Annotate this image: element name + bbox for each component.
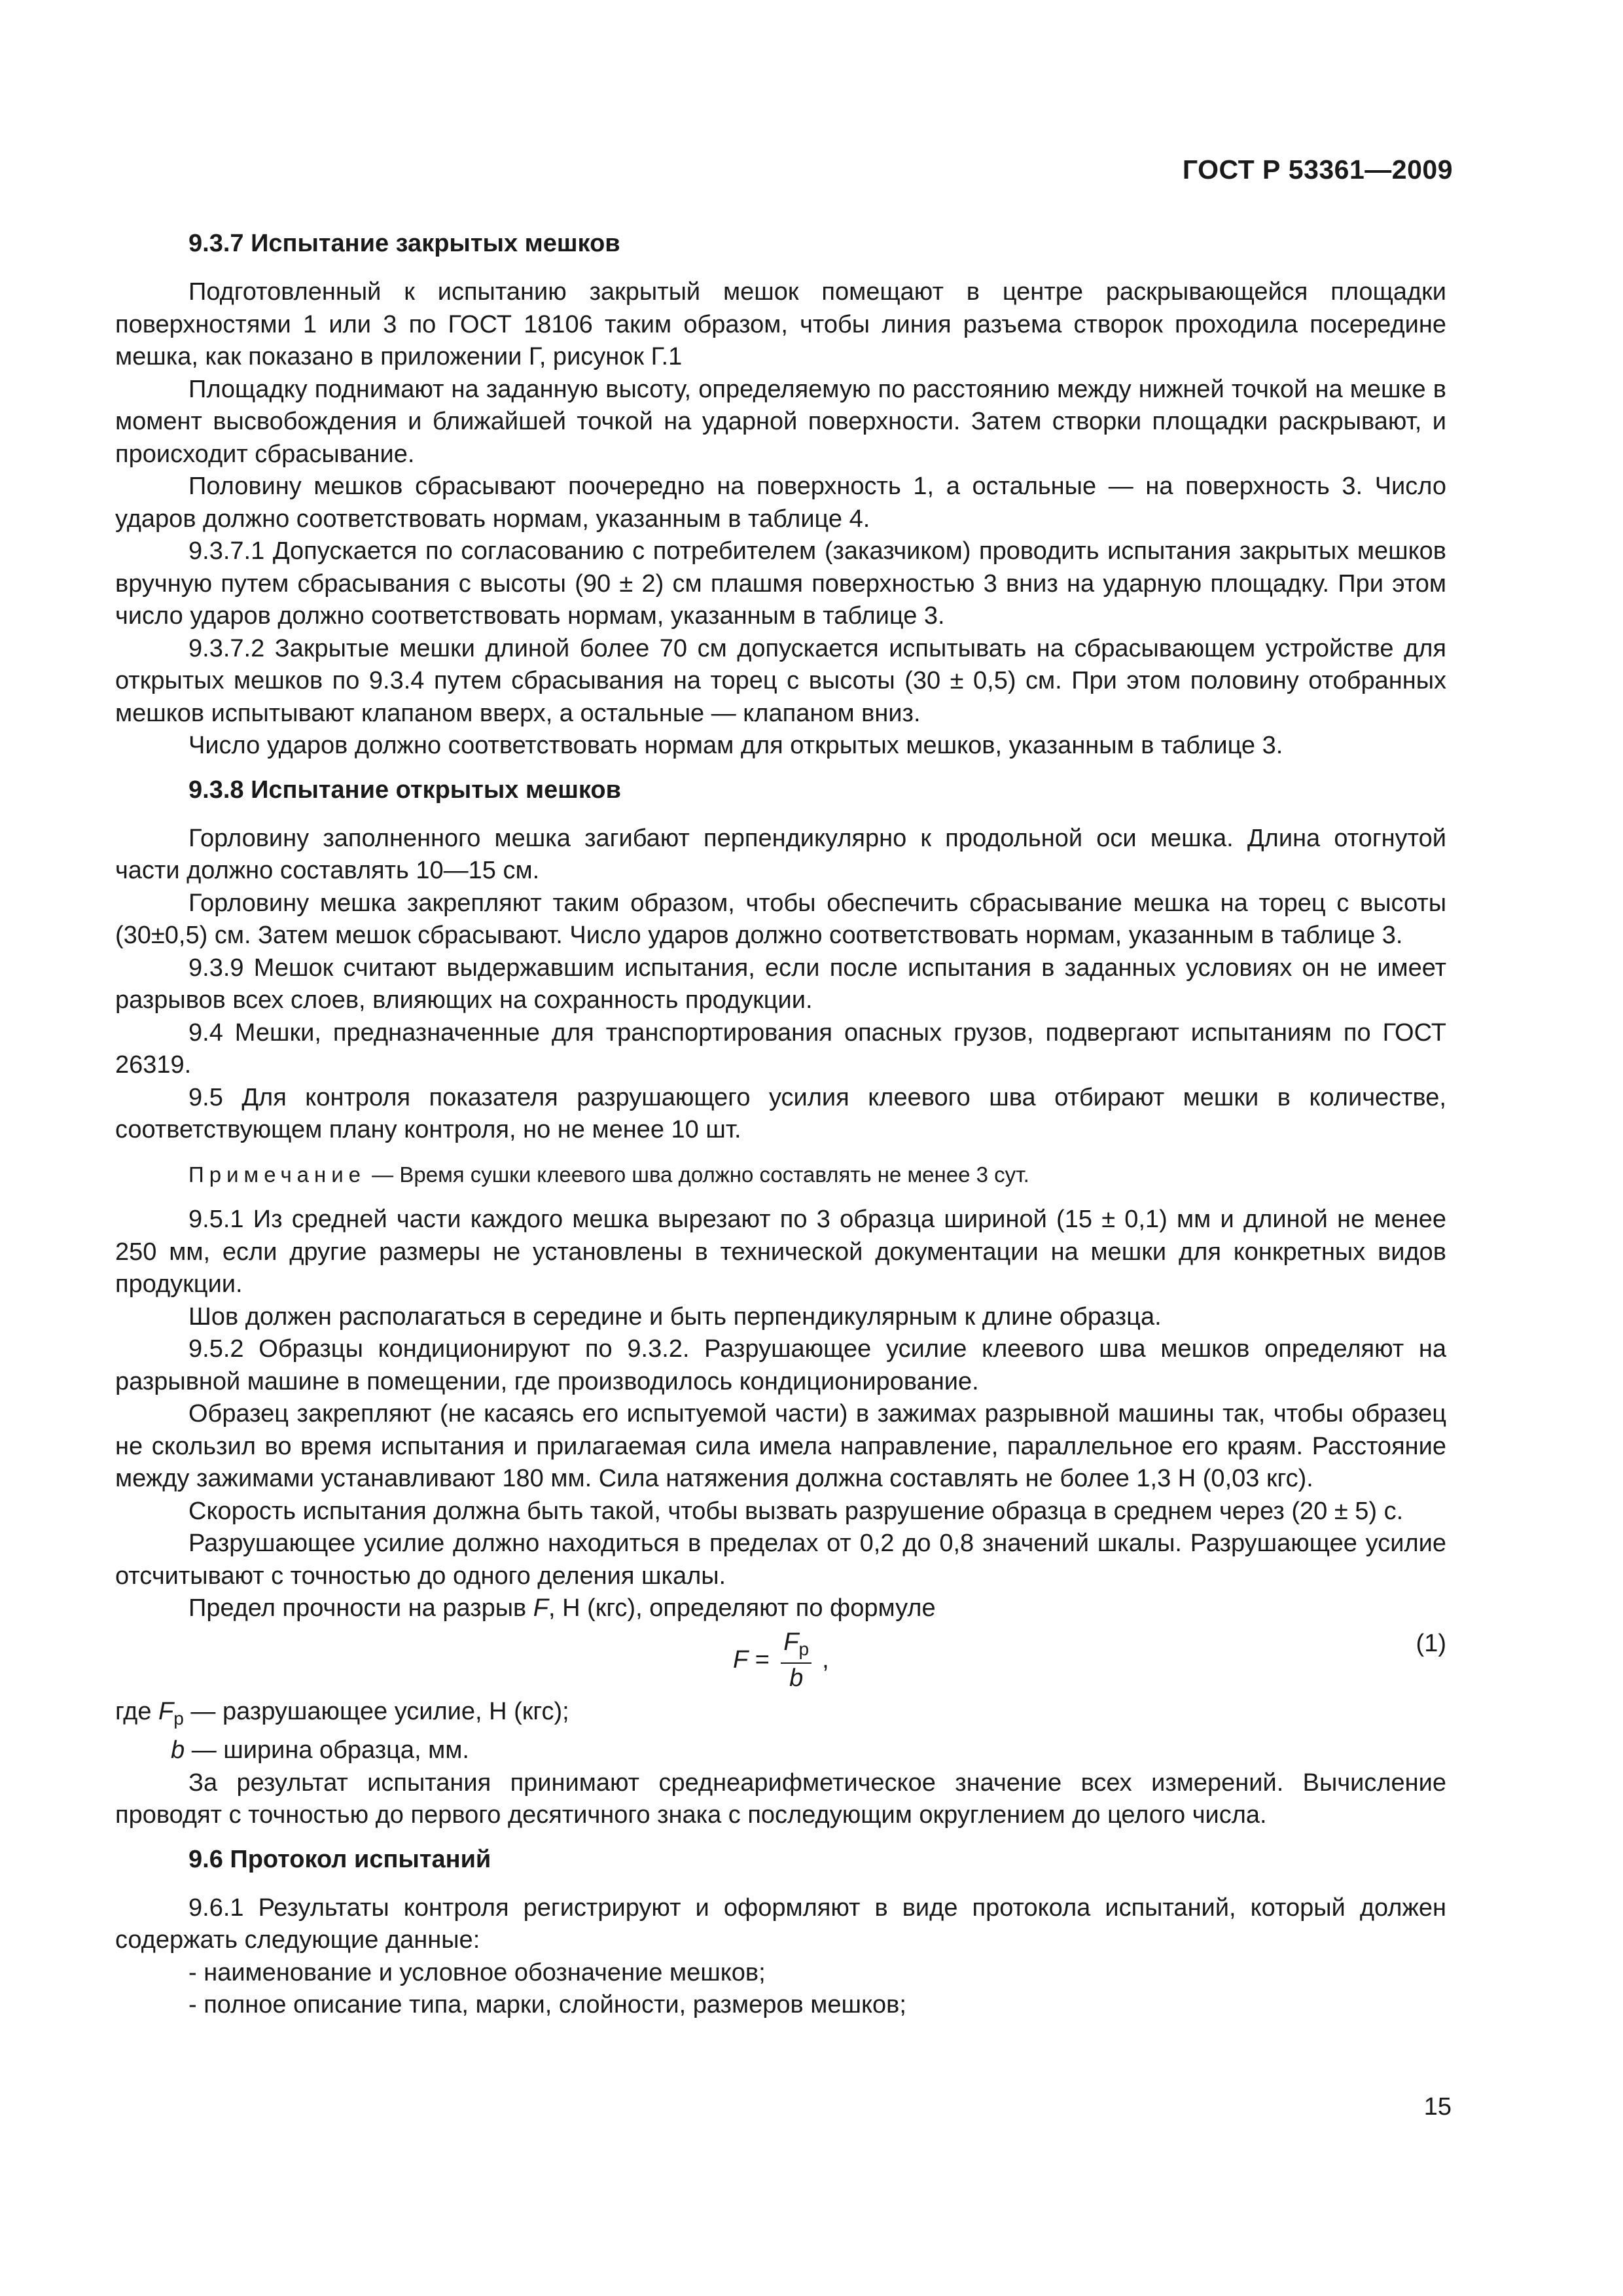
paragraph: Образец закрепляют (не касаясь его испытуемой части) в зажимах разрывной машины так, чтобы образец не скользил во время испытания и прилагаемая сила имела направление, параллельное его краям. Расстояние между зажимами устанавливают 180 мм. Сила натяжения должна составлять не более 1,3 Н (0,03 кгс).	[115, 1400, 1446, 1492]
text-run: — ширина образца, мм.	[185, 1736, 469, 1764]
formula-row	[115, 1628, 1446, 1696]
formula-lhs: F =	[733, 1646, 770, 1674]
paragraph: Горловину заполненного мешка загибают перпендикулярно к продольной оси мешка. Длина отогнутой части должно составлять 10—15 см.	[115, 824, 1446, 884]
paragraph-9-5-2: 9.5.2 Образцы кондиционируют по 9.3.2. Разрушающее усилие клеевого шва мешков определяют на разрывной машине в помещении, где производилось кондиционирование.	[115, 1335, 1446, 1395]
formula-number: (1)	[1416, 1629, 1446, 1657]
where-line-2	[115, 1734, 1446, 1767]
paragraph-9-6-1: 9.6.1 Результаты контроля регистрируют и оформляют в виде протокола испытаний, который должен содержать следующие данные:	[115, 1893, 1446, 1954]
formula-fraction	[781, 1629, 812, 1693]
paragraph-9-3-9: 9.3.9 Мешок считают выдержавшим испытания, если после испытания в заданных условиях он не имеет разрывов всех слоев, влияющих на сохранность продукции.	[115, 954, 1446, 1014]
paragraph	[115, 1592, 1446, 1625]
numerator-subscript: р	[798, 1638, 810, 1659]
document-body	[115, 228, 1446, 2022]
paragraph: Площадку поднимают на заданную высоту, определяемую по расстоянию между нижней точкой на мешке в момент высвобождения и ближайшей точкой на ударной поверхности. Затем створки площадки раскрывают, и происходит сбрасывание.	[115, 375, 1446, 468]
paragraph-9-3-7-1: 9.3.7.1 Допускается по согласованию с потребителем (заказчиком) проводить испытания закрытых мешков вручную путем сбрасывания с высоты (90 ± 2) см плашмя поверхностью 3 вниз на ударную площадку. При этом число ударов должно соответствовать нормам, указанным в таблице 3.	[115, 537, 1446, 630]
paragraph: Шов должен располагаться в середине и быть перпендикулярным к длине образца.	[188, 1302, 1162, 1331]
section-heading-9-6: 9.6 Протокол испытаний	[188, 1845, 491, 1873]
variable-subscript: р	[173, 1708, 184, 1729]
formula	[733, 1629, 829, 1693]
paragraph: Горловину мешка закрепляют таким образом, чтобы обеспечить сбрасывание мешка на торец с высоты (30±0,5) см. Затем мешок сбрасывают. Число ударов должно соответствовать нормам, указанным в таблице 3.	[115, 889, 1446, 949]
variable-b: b	[171, 1736, 185, 1764]
note-text: — Время сушки клеевого шва должно составлять не менее 3 сут.	[366, 1162, 1029, 1187]
paragraph-9-5: 9.5 Для контроля показателя разрушающего усилия клеевого шва отбирают мешки в количестве, соответствующем плану контроля, но не менее 10 шт.	[115, 1083, 1446, 1143]
paragraph-9-5-1: 9.5.1 Из средней части каждого мешка вырезают по 3 образца шириной (15 ± 0,1) мм и длиной не менее 250 мм, если другие размеры не установлены в технической документации на мешки для конкретных видов продукции.	[115, 1206, 1446, 1298]
paragraph: Половину мешков сбрасывают поочередно на поверхность 1, а остальные — на поверхность 3. Число ударов должно соответствовать нормам, указанным в таблице 4.	[115, 473, 1446, 533]
paragraph: За результат испытания принимают среднеарифметическое значение всех измерений. Вычисление проводят с точностью до первого десятичного знака с последующим округлением до целого числа.	[115, 1768, 1446, 1829]
paragraph-9-4: 9.4 Мешки, предназначенные для транспортирования опасных грузов, подвергают испытаниям по ГОСТ 26319.	[115, 1018, 1446, 1079]
section-heading-9-3-7: 9.3.7 Испытание закрытых мешков	[188, 230, 620, 257]
text-run: , Н (кгс), определяют по формуле	[548, 1594, 936, 1622]
paragraph: Скорость испытания должна быть такой, чтобы вызвать разрушение образца в среднем через (20 ± 5) с.	[188, 1497, 1404, 1525]
paragraph: Число ударов должно соответствовать нормам для открытых мешков, указанным в таблице 3.	[188, 732, 1283, 759]
text-run: Предел прочности на разрыв	[188, 1594, 533, 1622]
text-run: — разрушающее усилие, Н (кгс);	[183, 1697, 569, 1725]
paragraph: Подготовленный к испытанию закрытый мешок помещают в центре раскрывающейся площадки поверхностями 1 или 3 по ГОСТ 18106 таким образом, чтобы линия разъема створок проходила посередине мешка, как показано в приложении Г, рисунок Г.1	[115, 278, 1446, 370]
note-label: Примечание	[188, 1162, 366, 1187]
list-item: - полное описание типа, марки, слойности, размеров мешков;	[188, 1991, 906, 2018]
text-run: где	[115, 1697, 159, 1725]
variable-f: F	[533, 1594, 548, 1622]
formula-numerator	[781, 1629, 812, 1664]
paragraph: Разрушающее усилие должно находиться в пределах от 0,2 до 0,8 значений шкалы. Разрушающее усилие отсчитывают с точностью до одного деления шкалы.	[115, 1530, 1446, 1590]
note	[115, 1158, 1446, 1191]
formula-tail: ,	[822, 1646, 829, 1674]
paragraph-9-3-7-2: 9.3.7.2 Закрытые мешки длиной более 70 см допускается испытывать на сбрасывающем устройстве для открытых мешков по 9.3.4 путем сбрасывания на торец с высоты (30 ± 0,5) см. При этом половину отобранных мешков испытывают клапаном вверх, а остальные — клапаном вниз.	[115, 634, 1446, 727]
document-header: ГОСТ Р 53361—2009	[1182, 154, 1453, 185]
page-number: 15	[1423, 2093, 1452, 2121]
section-heading-9-3-8: 9.3.8 Испытание открытых мешков	[188, 776, 621, 804]
variable-fp: F	[158, 1697, 174, 1725]
where-line-1	[115, 1696, 1446, 1735]
formula-denominator: b	[789, 1664, 804, 1692]
list-item: - наименование и условное обозначение мешков;	[188, 1958, 766, 1986]
numerator-var: F	[783, 1628, 799, 1656]
